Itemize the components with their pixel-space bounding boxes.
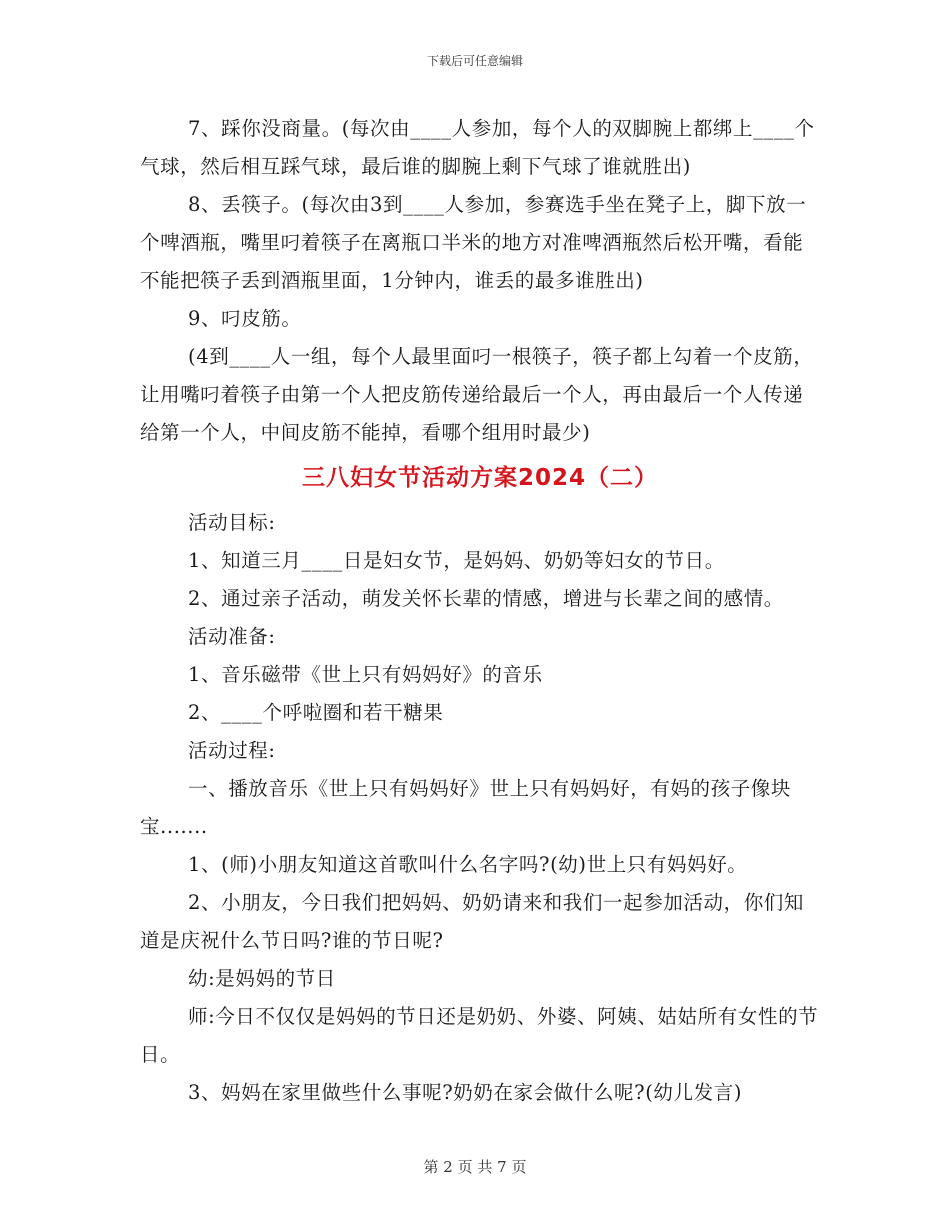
paragraph: 2、小朋友，今日我们把妈妈、奶奶请来和我们一起参加活动，你们知道是庆祝什么节日吗?谁的节日呢? (140, 891, 805, 952)
paragraph: 1、(师)小朋友知道这首歌叫什么名字吗?(幼)世上只有妈妈好。 (188, 853, 748, 876)
paragraph: 活动准备: (188, 625, 276, 648)
paragraph: (4到____人一组，每个人最里面叼一根筷子，筷子都上勾着一个皮筋，让用嘴叼着筷子由第一个人把皮筋传递给最后一个人，再由最后一个人传递给第一个人，中间皮筋不能掉，看哪个组用时最少) (140, 345, 814, 444)
paragraph: 9、叼皮筋。 (188, 307, 302, 330)
page-footer: 第 2 页 共 7 页 (423, 1158, 527, 1176)
paragraph: 2、通过亲子活动，萌发关怀长辈的情感，增进与长辈之间的感情。 (188, 587, 784, 610)
paragraph: 1、音乐磁带《世上只有妈妈好》的音乐 (188, 663, 543, 686)
paragraph: 8、丢筷子。(每次由3到____人参加，参赛选手坐在凳子上，脚下放一个啤酒瓶，嘴里叼着筷子在离瓶口半米的地方对准啤酒瓶然后松开嘴，看能不能把筷子丢到酒瓶里面，1分钟内，谁丢的最多谁胜出) (140, 193, 807, 292)
paragraph: 幼:是妈妈的节日 (188, 967, 336, 990)
paragraph: 活动目标: (188, 511, 276, 534)
paragraph: 2、____个呼啦圈和若干糖果 (188, 701, 444, 724)
paragraph: 3、妈妈在家里做些什么事呢?奶奶在家会做什么呢?(幼儿发言) (188, 1081, 743, 1104)
section-title: 三八妇女节活动方案2024（二） (301, 465, 658, 491)
paragraph: 师:今日不仅仅是妈妈的节日还是奶奶、外婆、阿姨、姑姑所有女性的节日。 (140, 1005, 819, 1066)
page-header: 下载后可任意编辑 (426, 54, 523, 68)
paragraph: 7、踩你没商量。(每次由____人参加，每个人的双脚腕上都绑上____个气球，然后相互踩气球，最后谁的脚腕上剩下气球了谁就胜出) (140, 117, 815, 178)
paragraph: 一、播放音乐《世上只有妈妈好》世上只有妈妈好，有妈的孩子像块宝....... (140, 777, 792, 838)
paragraph: 1、知道三月____日是妇女节，是妈妈、奶奶等妇女的节日。 (188, 549, 725, 572)
document-body (140, 110, 820, 1112)
paragraph: 活动过程: (188, 739, 276, 762)
